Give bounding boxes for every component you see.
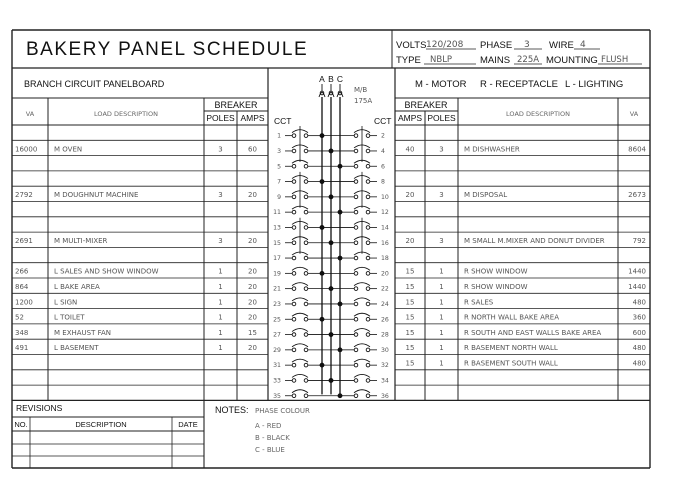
- breaker-contact: [354, 256, 358, 260]
- right-row-poles: 3: [439, 191, 444, 200]
- type-value: NBLP: [430, 55, 453, 65]
- left-row-va: 266: [15, 267, 29, 276]
- left-row-description: L BAKE AREA: [54, 283, 100, 291]
- left-row-description: L SIGN: [54, 298, 78, 307]
- revisions-date-header: DATE: [178, 420, 198, 429]
- left-row-va: 864: [15, 283, 29, 291]
- breaker-contact: [304, 317, 308, 321]
- bus-connection-dot: [329, 287, 333, 291]
- wire-value: 4: [580, 40, 586, 50]
- left-row-amps: 20: [248, 313, 257, 322]
- phase-label: PHASE: [480, 40, 513, 51]
- left-row-va: 348: [15, 328, 29, 337]
- breaker-arc: [354, 329, 370, 332]
- breaker-contact: [304, 241, 308, 245]
- right-row-description: R NORTH WALL BAKE AREA: [464, 313, 559, 322]
- legend-receptacle: R - RECEPTACLE: [480, 79, 558, 90]
- left-poles-header: POLES: [206, 113, 235, 123]
- cct-number-left: 35: [273, 392, 281, 400]
- breaker-contact: [304, 302, 308, 306]
- breaker-contact: [292, 195, 296, 199]
- breaker-contact: [366, 164, 370, 168]
- bus-connection-dot: [338, 348, 342, 352]
- breaker-contact: [366, 333, 370, 337]
- breaker-contact: [354, 363, 358, 367]
- left-row-description: L BASEMENT: [54, 344, 99, 353]
- breaker-contact: [292, 180, 296, 184]
- cct-number-right: 30: [381, 346, 389, 354]
- wire-label: WIRE: [549, 40, 574, 51]
- breaker-contact: [354, 394, 358, 398]
- breaker-contact: [292, 210, 296, 214]
- notes-phase-b: B - BLACK: [255, 434, 290, 442]
- breaker-arc: [354, 298, 370, 301]
- left-row-description: M MULTI-MIXER: [54, 237, 108, 246]
- right-row-va: 600: [632, 328, 646, 337]
- breaker-arc: [292, 298, 308, 301]
- breaker-contact: [292, 317, 296, 321]
- right-row-amps: 20: [405, 237, 415, 246]
- breaker-contact: [304, 195, 308, 199]
- breaker-contact: [292, 256, 296, 260]
- right-row-poles: 1: [439, 328, 444, 337]
- bus-connection-dot: [329, 333, 333, 337]
- breaker-arc: [292, 329, 308, 332]
- breaker-contact: [292, 379, 296, 383]
- breaker-contact: [354, 210, 358, 214]
- right-row-poles: 1: [439, 313, 444, 322]
- breaker-contact: [354, 134, 358, 138]
- left-row-va: 52: [15, 313, 24, 322]
- breaker-contact: [292, 333, 296, 337]
- revisions-description-header: DESCRIPTION: [75, 420, 127, 429]
- right-load-header: LOAD DESCRIPTION: [506, 110, 570, 118]
- cct-number-left: 29: [273, 346, 281, 354]
- breaker-contact: [304, 379, 308, 383]
- breaker-contact: [304, 256, 308, 260]
- notes-phase-colour: PHASE COLOUR: [255, 407, 310, 415]
- phase-a-label: A: [319, 74, 325, 84]
- cct-number-left: 11: [273, 209, 281, 217]
- cct-number-left: 9: [277, 193, 281, 201]
- right-row-va: 8604: [628, 145, 646, 154]
- breaker-contact: [292, 149, 296, 153]
- cct-number-right: 16: [381, 239, 389, 247]
- volts-value: 120/208: [426, 40, 464, 50]
- bus-connection-dot: [338, 210, 342, 214]
- left-row-description: M EXHAUST FAN: [54, 328, 112, 337]
- left-row-poles: 1: [218, 344, 223, 353]
- left-row-poles: 1: [218, 328, 223, 337]
- right-row-amps: 15: [405, 313, 415, 322]
- right-row-poles: 1: [439, 283, 444, 291]
- breaker-contact: [292, 394, 296, 398]
- left-load-header: LOAD DESCRIPTION: [94, 110, 158, 118]
- right-row-description: R SHOW WINDOW: [464, 283, 528, 291]
- cct-number-right: 10: [381, 193, 389, 201]
- breaker-contact: [366, 379, 370, 383]
- right-row-description: R BASEMENT SOUTH WALL: [464, 359, 558, 368]
- breaker-contact: [304, 333, 308, 337]
- breaker-contact: [366, 149, 370, 153]
- right-row-va: 2673: [628, 191, 646, 200]
- panelboard-label: BRANCH CIRCUIT PANELBOARD: [24, 79, 165, 89]
- left-row-va: 16000: [15, 145, 38, 154]
- cct-number-left: 3: [277, 147, 281, 155]
- right-row-description: M DISHWASHER: [464, 145, 520, 154]
- cct-number-right: 4: [381, 147, 385, 155]
- breaker-contact: [366, 195, 370, 199]
- right-row-va: 792: [632, 237, 646, 246]
- cct-number-right: 34: [381, 377, 389, 385]
- cct-number-left: 15: [273, 239, 281, 247]
- right-row-amps: 15: [405, 328, 415, 337]
- right-row-va: 360: [632, 313, 646, 322]
- left-va-header: VA: [25, 110, 35, 118]
- main-breaker-rating: 175A: [354, 97, 373, 105]
- breaker-contact: [366, 256, 370, 260]
- breaker-arc: [292, 390, 308, 393]
- right-va-header: VA: [629, 110, 639, 118]
- left-row-amps: 20: [248, 298, 257, 307]
- right-poles-header: POLES: [427, 113, 456, 123]
- left-row-va: 2691: [15, 237, 33, 246]
- breaker-contact: [304, 226, 308, 230]
- right-row-va: 480: [632, 298, 646, 307]
- breaker-contact: [354, 287, 358, 291]
- cct-number-right: 26: [381, 316, 389, 324]
- left-row-description: M OVEN: [54, 145, 83, 154]
- breaker-contact: [354, 272, 358, 276]
- bus-connection-dot: [320, 134, 324, 138]
- left-row-va: 1200: [15, 298, 33, 307]
- bus-connection-dot: [320, 180, 324, 184]
- cct-number-left: 7: [277, 178, 281, 186]
- right-row-description: R SHOW WINDOW: [464, 267, 528, 276]
- right-row-va: 480: [632, 359, 646, 368]
- cct-number-right: 8: [381, 178, 385, 186]
- right-row-poles: 1: [439, 298, 444, 307]
- cct-number-right: 12: [381, 209, 389, 217]
- breaker-contact: [366, 272, 370, 276]
- breaker-contact: [366, 363, 370, 367]
- breaker-contact: [304, 394, 308, 398]
- breaker-contact: [366, 394, 370, 398]
- right-row-amps: 15: [405, 298, 415, 307]
- left-row-poles: 1: [218, 283, 223, 291]
- notes-phase-c: C - BLUE: [255, 446, 285, 454]
- breaker-arc: [354, 374, 370, 377]
- right-row-amps: 15: [405, 267, 415, 276]
- mounting-label: MOUNTING: [546, 55, 598, 66]
- breaker-arc: [292, 344, 308, 347]
- bus-connection-dot: [338, 164, 342, 168]
- breaker-arc: [292, 313, 308, 316]
- cct-number-left: 17: [273, 255, 281, 263]
- right-row-description: M DISPOSAL: [464, 191, 508, 200]
- breaker-contact: [304, 210, 308, 214]
- breaker-contact: [292, 226, 296, 230]
- bus-connection-dot: [338, 394, 342, 398]
- breaker-arc: [354, 359, 370, 362]
- cct-number-left: 1: [277, 132, 281, 140]
- right-row-amps: 20: [405, 191, 415, 200]
- cct-number-right: 22: [381, 285, 389, 293]
- breaker-contact: [304, 363, 308, 367]
- breaker-contact: [366, 180, 370, 184]
- type-label: TYPE: [396, 55, 421, 66]
- breaker-contact: [304, 134, 308, 138]
- legend-lighting: L - LIGHTING: [565, 79, 624, 90]
- left-row-poles: 1: [218, 298, 223, 307]
- cct-number-right: 6: [381, 163, 385, 171]
- notes-phase-a: A - RED: [255, 422, 282, 430]
- left-row-va: 2792: [15, 191, 33, 200]
- breaker-arc: [292, 283, 308, 286]
- left-row-amps: 20: [248, 344, 257, 353]
- breaker-contact: [366, 287, 370, 291]
- breaker-contact: [292, 363, 296, 367]
- right-row-amps: 15: [405, 344, 415, 353]
- breaker-contact: [366, 210, 370, 214]
- right-row-va: 1440: [628, 283, 646, 291]
- right-breaker-header: BREAKER: [404, 100, 448, 110]
- cct-number-left: 31: [273, 362, 281, 370]
- right-row-poles: 1: [439, 267, 444, 276]
- right-row-va: 480: [632, 344, 646, 353]
- bus-connection-dot: [329, 241, 333, 245]
- breaker-contact: [366, 317, 370, 321]
- revisions-label: REVISIONS: [16, 403, 63, 413]
- breaker-contact: [354, 379, 358, 383]
- left-breaker-header: BREAKER: [214, 100, 258, 110]
- mounting-value: FLUSH: [601, 55, 629, 65]
- left-row-amps: 20: [248, 191, 257, 200]
- bus-connection-dot: [320, 363, 324, 367]
- breaker-arc: [292, 359, 308, 362]
- right-row-description: R SALES: [464, 298, 494, 307]
- breaker-contact: [304, 180, 308, 184]
- bus-connection-dot: [338, 256, 342, 260]
- breaker-contact: [292, 348, 296, 352]
- breaker-contact: [354, 333, 358, 337]
- right-row-amps: 15: [405, 283, 415, 291]
- left-row-poles: 3: [218, 191, 223, 200]
- breaker-contact: [292, 134, 296, 138]
- bus-connection-dot: [329, 195, 333, 199]
- left-row-amps: 20: [248, 267, 257, 276]
- breaker-arc: [354, 283, 370, 286]
- bus-connection-dot: [329, 379, 333, 383]
- left-row-description: M DOUGHNUT MACHINE: [54, 191, 139, 200]
- breaker-contact: [304, 348, 308, 352]
- cct-number-right: 32: [381, 362, 389, 370]
- mains-value: 225A: [517, 55, 540, 65]
- main-breaker-label: M/B: [354, 86, 368, 94]
- cct-number-right: 24: [381, 300, 389, 308]
- right-row-va: 1440: [628, 267, 646, 276]
- breaker-contact: [304, 149, 308, 153]
- breaker-contact: [354, 195, 358, 199]
- breaker-contact: [354, 317, 358, 321]
- right-row-description: R BASEMENT NORTH WALL: [464, 344, 558, 353]
- right-row-poles: 3: [439, 145, 444, 154]
- left-cct-header: CCT: [274, 116, 292, 126]
- cct-number-left: 13: [273, 224, 281, 232]
- breaker-arc: [354, 390, 370, 393]
- right-row-poles: 3: [439, 237, 444, 246]
- breaker-contact: [354, 241, 358, 245]
- cct-number-left: 5: [277, 163, 281, 171]
- breaker-contact: [354, 180, 358, 184]
- left-row-va: 491: [15, 344, 29, 353]
- right-row-poles: 1: [439, 359, 444, 368]
- breaker-contact: [366, 134, 370, 138]
- bus-connection-dot: [320, 226, 324, 230]
- bus-connection-dot: [320, 271, 324, 275]
- breaker-contact: [366, 226, 370, 230]
- revisions-no-header: NO.: [14, 420, 28, 429]
- phase-c-label: C: [336, 74, 344, 84]
- left-row-amps: 20: [248, 237, 257, 246]
- left-row-amps: 20: [248, 283, 257, 291]
- breaker-contact: [292, 302, 296, 306]
- cct-number-left: 21: [273, 285, 281, 293]
- cct-number-right: 2: [381, 132, 385, 140]
- cct-number-left: 23: [273, 300, 281, 308]
- cct-number-left: 25: [273, 316, 281, 324]
- bus-connection-dot: [320, 317, 324, 321]
- mains-label: MAINS: [480, 55, 511, 66]
- cct-number-right: 20: [381, 270, 389, 278]
- cct-number-left: 33: [273, 377, 281, 385]
- phase-value: 3: [524, 40, 530, 50]
- left-row-description: L TOILET: [54, 313, 85, 322]
- panel-title: BAKERY PANEL SCHEDULE: [26, 39, 309, 60]
- breaker-contact: [366, 241, 370, 245]
- breaker-arc: [354, 344, 370, 347]
- legend-motor: M - MOTOR: [415, 79, 467, 90]
- left-amps-header: AMPS: [240, 113, 265, 123]
- cct-number-right: 14: [381, 224, 389, 232]
- notes-label: NOTES:: [215, 405, 249, 415]
- right-row-description: R SOUTH AND EAST WALLS BAKE AREA: [464, 328, 602, 337]
- cct-number-left: 19: [273, 270, 281, 278]
- left-row-poles: 1: [218, 313, 223, 322]
- breaker-arc: [292, 267, 308, 270]
- breaker-arc: [354, 267, 370, 270]
- breaker-contact: [292, 164, 296, 168]
- breaker-contact: [292, 272, 296, 276]
- volts-label: VOLTS: [396, 40, 427, 51]
- breaker-contact: [366, 348, 370, 352]
- cct-number-right: 36: [381, 392, 389, 400]
- breaker-contact: [354, 226, 358, 230]
- right-row-description: M SMALL M.MIXER AND DONUT DIVIDER: [464, 237, 605, 246]
- left-row-poles: 3: [218, 237, 223, 246]
- left-row-amps: 15: [248, 328, 257, 337]
- breaker-contact: [354, 348, 358, 352]
- left-row-poles: 1: [218, 267, 223, 276]
- phase-b-label: B: [328, 74, 334, 84]
- breaker-contact: [292, 287, 296, 291]
- cct-number-right: 18: [381, 255, 389, 263]
- right-cct-header: CCT: [374, 116, 392, 126]
- breaker-contact: [304, 287, 308, 291]
- bus-connection-dot: [329, 149, 333, 153]
- breaker-contact: [354, 302, 358, 306]
- right-row-amps: 40: [405, 145, 415, 154]
- breaker-contact: [366, 302, 370, 306]
- left-row-poles: 3: [218, 145, 223, 154]
- right-row-poles: 1: [439, 344, 444, 353]
- left-row-description: L SALES AND SHOW WINDOW: [54, 267, 159, 276]
- bus-connection-dot: [338, 302, 342, 306]
- left-row-amps: 60: [248, 145, 257, 154]
- breaker-contact: [304, 272, 308, 276]
- breaker-contact: [292, 241, 296, 245]
- breaker-contact: [304, 164, 308, 168]
- breaker-contact: [354, 149, 358, 153]
- breaker-arc: [354, 313, 370, 316]
- cct-number-left: 27: [273, 331, 281, 339]
- breaker-arc: [292, 374, 308, 377]
- right-row-amps: 15: [405, 359, 415, 368]
- right-amps-header: AMPS: [397, 113, 423, 123]
- breaker-contact: [354, 164, 358, 168]
- cct-number-right: 28: [381, 331, 389, 339]
